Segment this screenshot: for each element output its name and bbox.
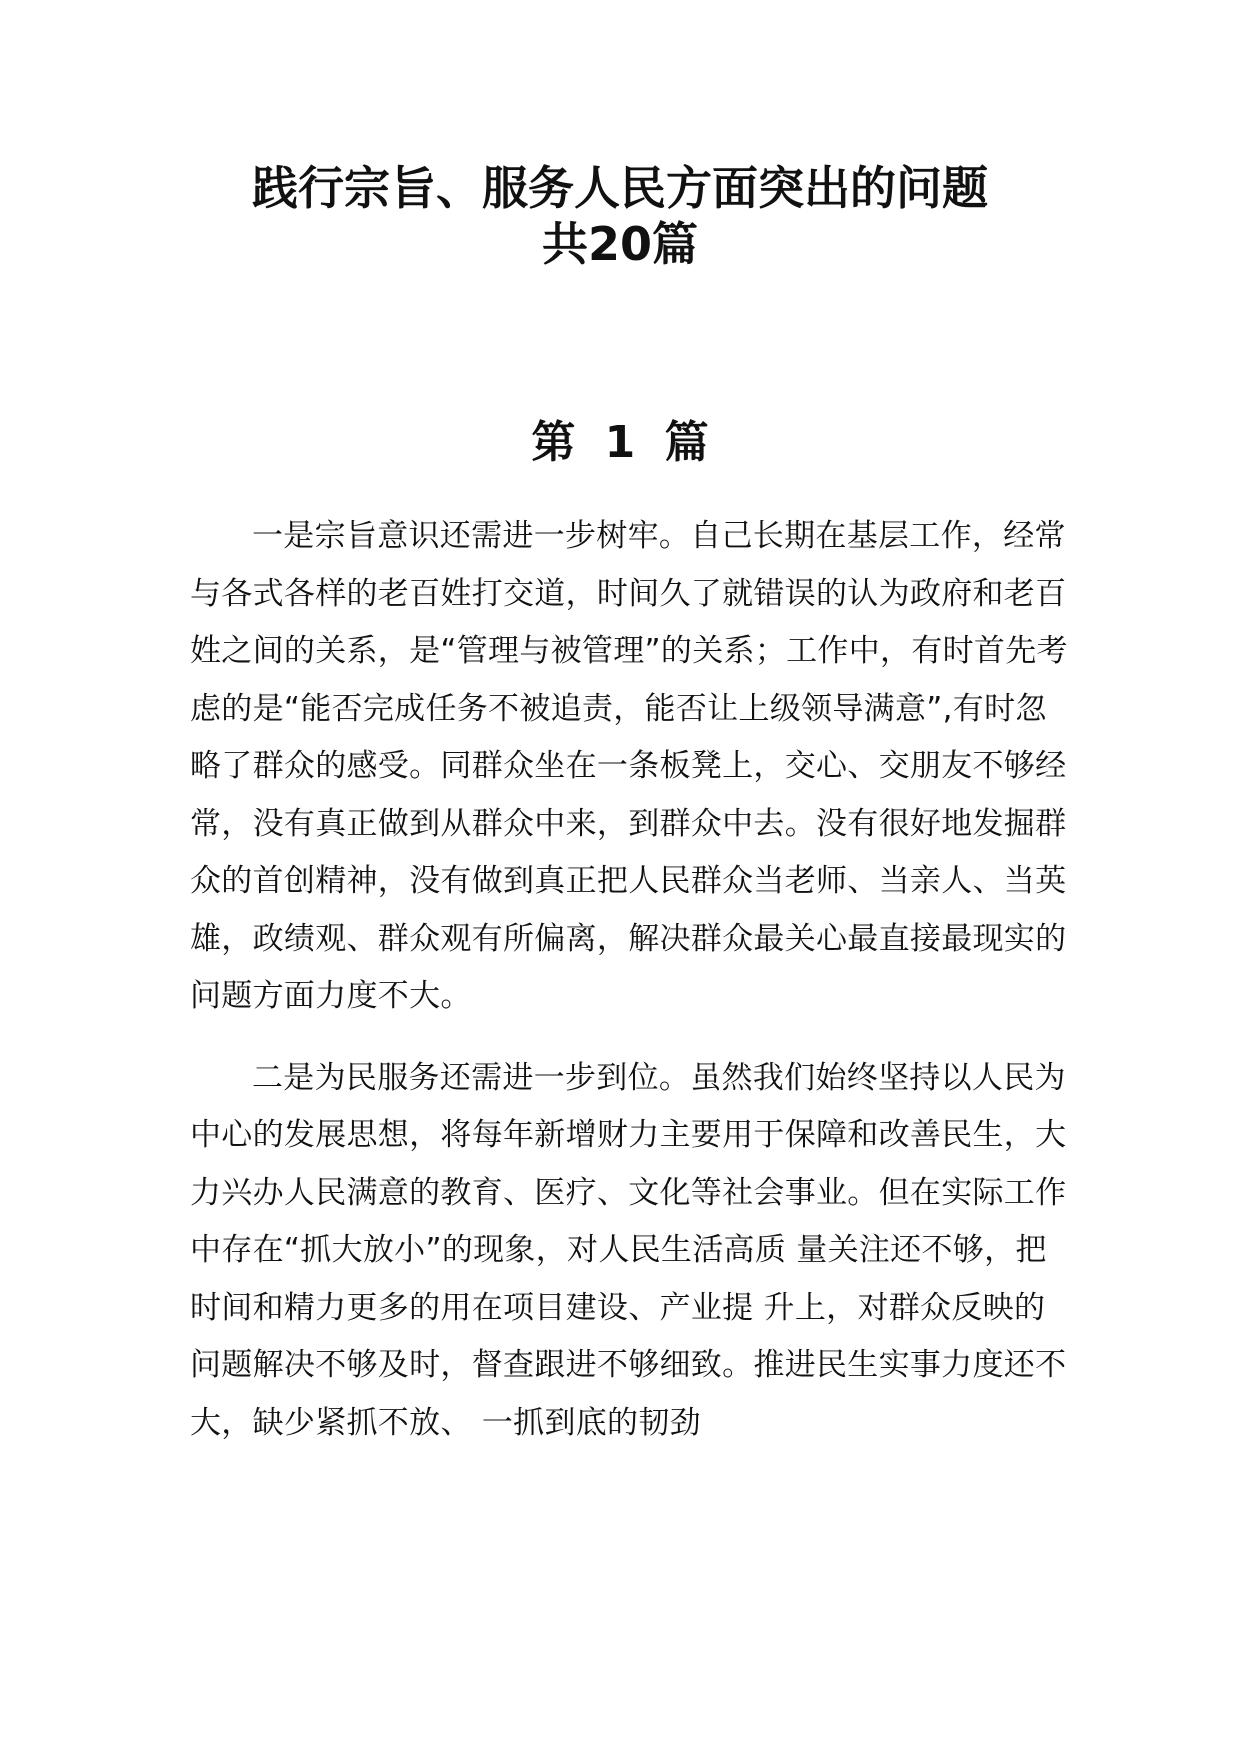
document-title — [150, 160, 1090, 272]
section-heading: 第 1 篇 — [531, 417, 709, 468]
body-paragraph-2: 二是为民服务还需进一步到位。虽然我们始终坚持以人民为中心的发展思想，将每年新增财力主要用于保障和改善民生，大力兴办人民满意的教育、医疗、文化等社会事业。但在实际工作中存在“抓大放小”的现象，对人民生活高质 量关注还不够，把时间和精力更多的用在项目建设、产业提 升上，对群众反映的问题解决不够及时，督查跟进不够细致。推进民生实事力度还不大，缺少紧抓不放、 一抓到底的韧劲 — [190, 1059, 1067, 1441]
document-title-line-2: 共20篇 — [541, 217, 698, 271]
document-title-line-1: 践行宗旨、服务人民方面突出的问题 — [252, 161, 988, 215]
body-paragraph-1: 一是宗旨意识还需进一步树牢。自己长期在基层工作，经常与各式各样的老百姓打交道，时间久了就错误的认为政府和老百姓之间的关系，是“管理与被管理”的关系；工作中，有时首先考虑的是“能否完成任务不被追责，能否让上级领导满意”,有时忽略了群众的感受。同群众坐在一条板凳上，交心、交朋友不够经常，没有真正做到从群众中来，到群众中去。没有很好地发掘群众的首创精神，没有做到真正把人民群众当老师、当亲人、当英雄，政绩观、群众观有所偏离，解决群众最关心最直接最现实的问题方面力度不大。 — [190, 518, 1068, 1014]
document-body — [190, 508, 1070, 1476]
